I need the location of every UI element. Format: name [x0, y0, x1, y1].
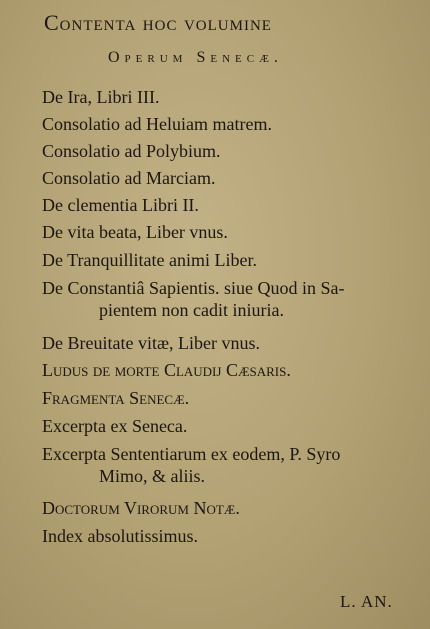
entry-continuation: Mimo, & aliis.: [99, 466, 206, 486]
entry-text: Excerpta ex Seneca.: [42, 416, 188, 436]
list-item: [42, 277, 344, 321]
entry-text: De clementia Libri II.: [42, 195, 199, 215]
list-item: [42, 443, 340, 487]
entry-text: De Tranquillitate animi Liber.: [42, 250, 257, 270]
entry-text: Ludus de morte Claudij Cæsaris.: [42, 360, 291, 380]
list-item: [42, 194, 199, 216]
entry-continuation: pientem non cadit iniuria.: [99, 300, 284, 320]
entry-text: Consolatio ad Heluiam matrem.: [42, 114, 272, 134]
catchword: L. AN.: [340, 592, 393, 611]
list-item: [42, 86, 159, 108]
list-item: [42, 497, 240, 519]
entry-text: Consolatio ad Polybium.: [42, 141, 221, 161]
list-item: [42, 113, 272, 135]
entry-text: De vita beata, Liber vnus.: [42, 222, 228, 242]
list-item: [42, 525, 198, 547]
list-item: [42, 415, 187, 437]
list-item: [42, 359, 291, 381]
entry-text: De Constantiâ Sapientis. siue Quod in Sa-: [42, 278, 345, 298]
entry-text: Excerpta Sententiarum ex eodem, P. Syro: [42, 444, 341, 464]
entry-text: Consolatio ad Marciam.: [42, 168, 216, 188]
list-item: [42, 167, 215, 189]
entry-text: De Ira, Libri III.: [42, 87, 160, 107]
page-subheading: Operum Senecæ.: [108, 49, 283, 66]
entry-text: Index absolutissimus.: [42, 526, 198, 546]
list-item: [42, 249, 257, 271]
entry-text: Fragmenta Senecæ.: [42, 388, 190, 408]
list-item: [42, 140, 221, 162]
list-item: [42, 387, 189, 409]
list-item: [42, 332, 260, 354]
entry-text: De Breuitate vitæ, Liber vnus.: [42, 333, 260, 353]
page-heading: Contenta hoc volumine: [44, 10, 272, 35]
entry-text: Doctorum Virorum Notæ.: [42, 498, 240, 518]
list-item: [42, 221, 228, 243]
